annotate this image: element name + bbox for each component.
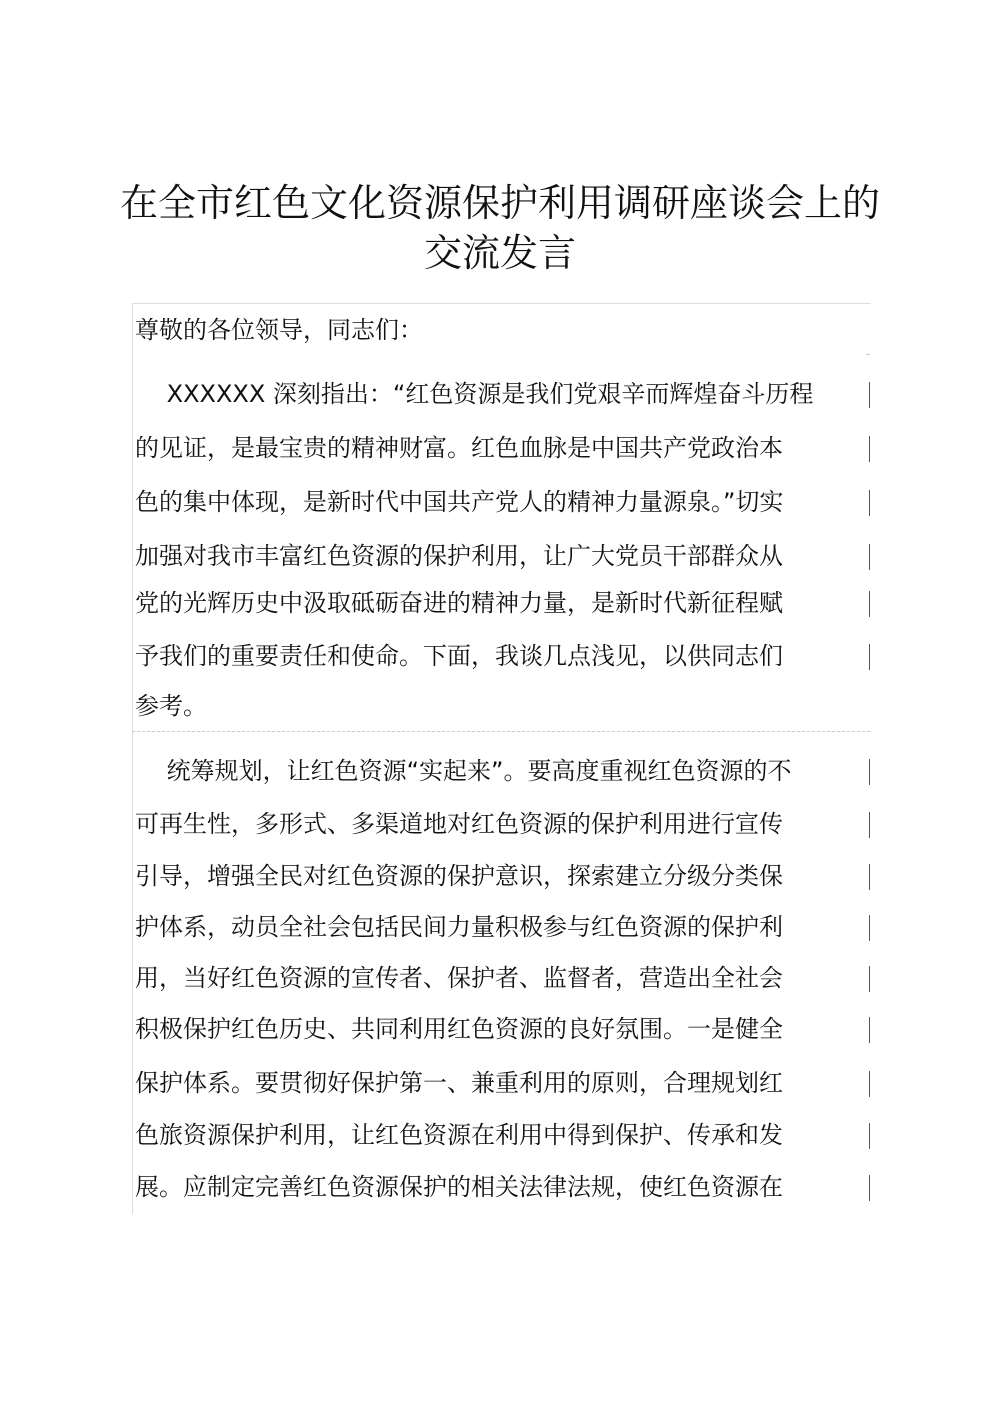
paragraph2-line-9: 展。应制定完善红色资源保护的相关法律法规，使红色资源在 — [135, 1169, 870, 1205]
paragraph2-line-4: 护体系，动员全社会包括民间力量积极参与红色资源的保护利 — [135, 909, 870, 945]
paragraph2-line-7: 保护体系。要贯彻好保护第一、兼重利用的原则，合理规划红 — [135, 1065, 870, 1101]
paragraph2-line-3: 引导，增强全民对红色资源的保护意识，探索建立分级分类保 — [135, 858, 870, 894]
paragraph2-line-1: 统筹规划，让红色资源“实起来”。要高度重视红色资源的不 — [135, 753, 870, 789]
paragraph1-line-2: 的见证，是最宝贵的精神财富。红色血脉是中国共产党政治本 — [135, 430, 870, 466]
paragraph1-line-1: XXXXXX 深刻指出：“红色资源是我们党艰辛而辉煌奋斗历程 — [135, 376, 870, 412]
paragraph1-line-5: 党的光辉历史中汲取砥砺奋进的精神力量，是新时代新征程赋 — [135, 585, 870, 621]
paragraph1-line-7: 参考。 — [135, 692, 207, 720]
document-title-line-1: 在全市红色文化资源保护利用调研座谈会上的 — [119, 181, 880, 225]
paragraph2-line-6: 积极保护红色历史、共同利用红色资源的良好氛围。一是健全 — [135, 1011, 870, 1047]
paragraph1-line-4: 加强对我市丰富红色资源的保护利用，让广大党员干部群众从 — [135, 538, 870, 574]
paragraph-separator — [132, 731, 870, 732]
paragraph1-line-3: 色的集中体现，是新时代中国共产党人的精神力量源泉。”切实 — [135, 484, 870, 520]
paragraph2-line-2: 可再生性，多形式、多渠道地对红色资源的保护利用进行宣传 — [135, 806, 870, 842]
separator — [866, 354, 870, 355]
paragraph1-line-6: 予我们的重要责任和使命。下面，我谈几点浅见，以供同志们 — [135, 638, 870, 674]
paragraph2-line-5: 用，当好红色资源的宣传者、保护者、监督者，营造出全社会 — [135, 960, 870, 996]
greeting: 尊敬的各位领导，同志们： — [135, 316, 423, 344]
document-title-line-2: 交流发言 — [423, 231, 576, 275]
paragraph2-line-8: 色旅资源保护利用，让红色资源在利用中得到保护、传承和发 — [135, 1117, 870, 1153]
